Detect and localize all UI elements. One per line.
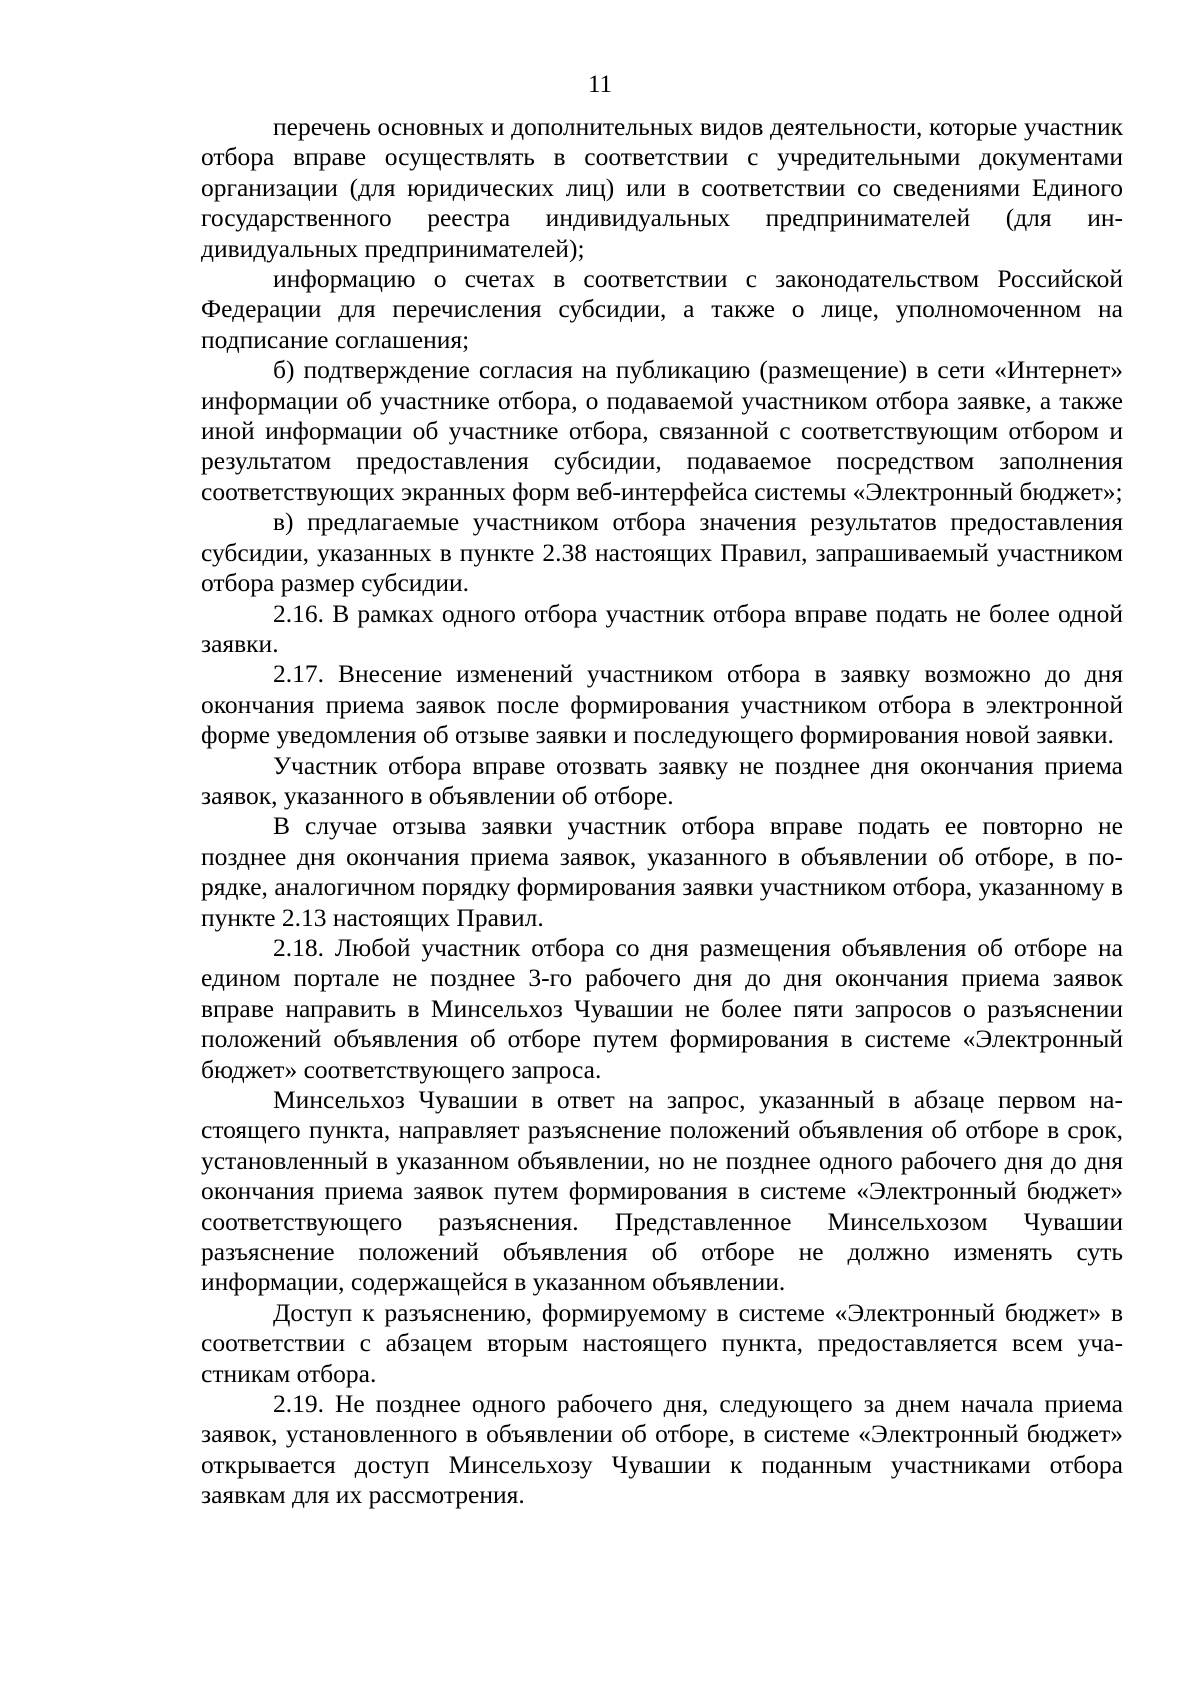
paragraph-clause-2-17: 2.17. Внесение изменений участником отбора в заявку возможно до дня окончания приема заявок после формирования участником отбора в электронной форме уведомления об отзыве заявки и последующего формирования новой заявки. [201,659,1123,750]
paragraph-clause-2-18: 2.18. Любой участник отбора со дня размещения объявления об отборе на едином портале не позднее 3-го рабочего дня до дня окончания приема заявок вправе направить в Минсельхоз Чувашии не более пяти запросов о разъяснении положений объявления об отборе путем формирования в системе «Электронный бюджет» соответствующего запроса. [201,932,1123,1084]
paragraph-proposed-results: в) предлагаемые участником отбора значения результатов предоставления субсидии, указанных в пункте 2.38 настоящих Правил, запрашиваемый участником отбора размер субсидии. [201,507,1123,598]
paragraph-accounts-info: информацию о счетах в соответствии с законодательством Российской Федерации для перечисления субсидии, а также о лице, уполномоченном на подписание соглашения; [201,264,1123,354]
paragraph-resubmission: В случае отзыва заявки участник отбора вправе подать ее повторно не позднее дня окончания приема заявок, указанного в объявлении об отборе, в порядке, аналогичном порядку формирования заявки участником отбора, указанному в пункте 2.13 настоящих Правил. [201,811,1123,932]
paragraph-ministry-response: Минсельхоз Чувашии в ответ на запрос, указанный в абзаце первом настоящего пункта, направляет разъяснение положений объявления об отборе в срок, установленный в указанном объявлении, но не позднее одного рабочего дня до дня окончания приема заявок путем формирования в системе «Электронный бюджет» соответствующего разъяснения. Представленное Минсельхозом Чувашии разъяснение положений объявления об отборе не должно изменять суть информации, содержащейся в указанном объявлении. [201,1085,1123,1297]
paragraph-clarification-access: Доступ к разъяснению, формируемому в системе «Электронный бюджет» в соответствии с абзацем вторым настоящего пункта, предоставляется всем участникам отбора. [201,1297,1123,1388]
paragraph-activities-list: перечень основных и дополнительных видов деятельности, которые участник отбора вправе осуществлять в соответствии с учредительными документами организации (для юридических лиц) или в соответствии со сведениями Единого государственного реестра индивидуальных предпринимателей (для индивидуальных предпринимателей); [201,112,1123,263]
document-body [201,112,1123,1511]
paragraph-clause-2-16: 2.16. В рамках одного отбора участник отбора вправе подать не более одной заявки. [201,598,1123,658]
paragraph-withdraw-application: Участник отбора вправе отозвать заявку не позднее дня окончания приема заявок, указанного в объявлении об отборе. [201,750,1123,810]
paragraph-clause-2-19: 2.19. Не позднее одного рабочего дня, следующего за днем начала приема заявок, установленного в объявлении об отборе, в системе «Электронный бюджет» открывается доступ Минсельхозу Чувашии к поданным участниками отбора заявкам для их рассмотрения. [201,1389,1123,1510]
paragraph-publication-consent: б) подтверждение согласия на публикацию (размещение) в сети «Интернет» информации об участнике отбора, о подаваемой участником отбора заявке, а также иной информации об участнике отбора, связанной с соответствующим отбором и результатом предоставления субсидии, подаваемое посредством заполнения соответствующих экранных форм веб-интерфейса системы «Электронный бюджет»; [201,355,1123,506]
page-number: 11 [587,71,613,98]
